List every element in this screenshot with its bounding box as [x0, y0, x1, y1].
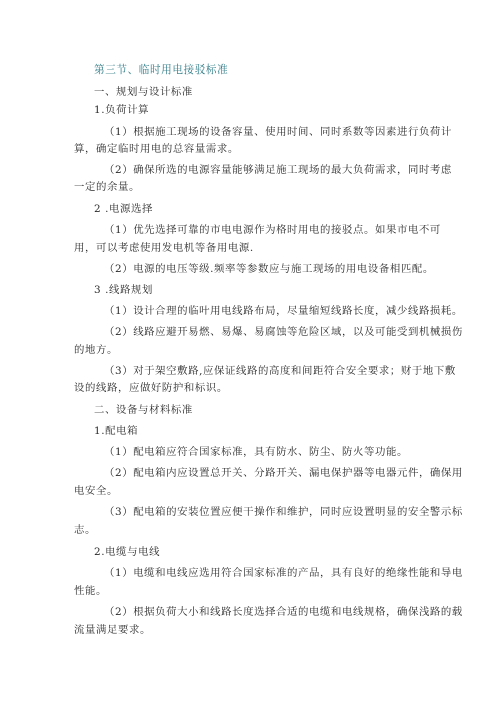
subheading-cables-wires: 2.电缆与电线 — [94, 546, 161, 558]
paragraph-line: （2）确保所选的电源容量能够满足施工现场的最大负荷需求，同时考虑 — [104, 164, 452, 176]
paragraph-line: （1）电缆和电线应选用符合国家标准的产品，具有良好的绝缘性能和导电 — [104, 567, 463, 579]
paragraph-line: （2）配电箱内应设置总开关、分路开关、漏电保护器等电器元件，确保用 — [104, 467, 463, 479]
paragraph-line: 算，确定临时用电的总容量需求。 — [74, 143, 239, 155]
paragraph-line: 设的线路，应做好防护和标识。 — [74, 382, 228, 394]
paragraph-line: 一定的余量。 — [74, 181, 140, 193]
subheading-load-calculation: 1.负荷计算 — [94, 104, 150, 116]
heading-equipment-materials: 二、设备与材料标准 — [94, 404, 193, 416]
paragraph-line: （2）根据负荷大小和线路长度选择合适的电缆和电线规格，确保浅路的载 — [104, 606, 463, 618]
paragraph-line: （3）对于架空敷路,应保证线路的高度和间距符合安全要求；财于地下敷 — [104, 365, 456, 377]
subheading-power-source: 2 .电源选择 — [94, 203, 153, 215]
paragraph-line: （3）配电箱的安装位置应便干操作和维护，同时应设置明显的安全警示标 — [104, 506, 463, 518]
paragraph-line: 电安全。 — [74, 485, 118, 497]
paragraph-line: （1）配电箱应符合国家标准，具有防水、防尘、防火等功能。 — [104, 446, 408, 458]
heading-planning-design: 一、规划与设计标准 — [94, 86, 193, 98]
paragraph-line: （1）根据施工现场的设备容量、使用时间、同时系数等因素进行负荷计 — [104, 126, 452, 138]
subheading-distribution-box: 1.配电箱 — [94, 425, 139, 437]
subheading-line-planning: 3 .线路规划 — [94, 284, 153, 296]
paragraph-line: 性能。 — [74, 585, 107, 597]
paragraph-line: 志。 — [74, 524, 96, 536]
paragraph-line: 用，可以考虑使用发电机等备用电源. — [74, 242, 254, 254]
section-title: 第三节、临时用电接驳标准 — [94, 64, 229, 76]
paragraph-line: 的地方。 — [74, 344, 118, 356]
paragraph-line: （2）线路应避开易燃、易爆、易腐蚀等危险区域，以及可能受到机械损伤 — [104, 326, 463, 338]
paragraph-line: （2）电源的电压等级.频率等参数应与施工现场的用电设备相匹配。 — [104, 263, 434, 275]
paragraph-line: （1）优先选择可靠的市电电源作为格时用电的接驳点。如果市电不可 — [104, 224, 441, 236]
paragraph-line: 流量满足要求。 — [74, 624, 151, 636]
paragraph-line: （1）设计合理的临叶用电线路布局，尽量缩短线路长度，减少线路损耗。 — [104, 305, 463, 317]
